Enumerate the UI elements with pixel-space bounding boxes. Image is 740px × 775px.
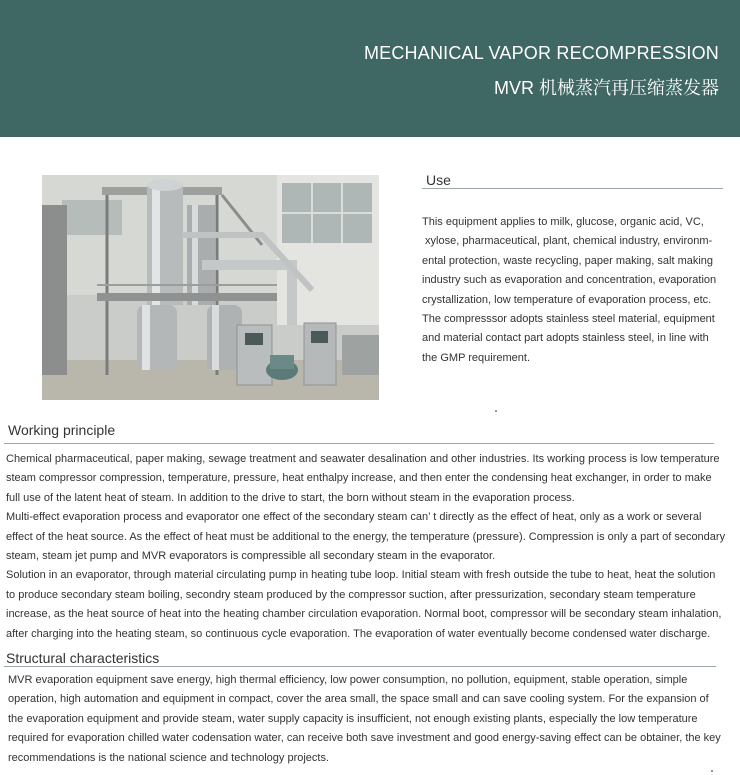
text-line: the GMP requirement. — [422, 351, 531, 364]
text-line: the evaporation equipment and provide steam, water supply capacity is insufficient, not enough existing plants, especially the low temperature — [8, 712, 698, 725]
working-principle-rule — [4, 443, 714, 444]
decorative-dot — [495, 410, 497, 412]
text-line: This equipment applies to milk, glucose, organic acid, VC, — [422, 216, 704, 228]
structural-rule — [4, 666, 716, 667]
text-line: steam compressor compression, temperature, pressure, heat enthalpy increase, and then enter the condensing heat exchanger, in order to make — [6, 472, 712, 485]
evaporator-equipment-photo — [42, 175, 379, 400]
text-line: increase, as the heat source of heat into the heating chamber circulation evaporation. Normal boot, compressor will be secondary steam inhalation, — [6, 608, 722, 621]
working-principle-text — [6, 450, 738, 644]
working-principle-heading: Working principle — [8, 422, 116, 438]
text-line: and material contact part adopts stainless steel, in line with — [422, 332, 709, 345]
text-line: effect of the heat source. As the effect of heat must be additional to the energy, the temperature (pressure). Compression is only a part of secondary — [6, 530, 726, 543]
use-heading-rule — [422, 188, 723, 189]
text-line: xylose, pharmaceutical, plant, chemical industry, environm- — [422, 235, 713, 248]
text-line: full use of the latent heat of steam. In addition to the drive to start, the born without steam in the evaporation process. — [6, 491, 575, 504]
text-line: MVR evaporation equipment save energy, high thermal efficiency, low power consumption, no pollution, equipment, stable operation, simple — [8, 674, 688, 686]
text-line: ental protection, waste recycling, paper making, salt making — [422, 254, 714, 267]
text-line: The compresssor adopts stainless steel material, equipment — [422, 313, 715, 326]
header-banner — [0, 0, 740, 137]
text-line: required for evaporation chilled water codensation water, can receive both save investment and good energy-saving effect can be obtainer, the key — [8, 732, 721, 745]
structural-text — [8, 671, 738, 768]
text-line: crystallization, low temperature of evaporation process, etc. — [422, 293, 712, 306]
text-line: to produce secondary steam boiling, secondry steam produced by the compressor suction, after pressurization, secondary steam temperature — [6, 588, 696, 601]
text-line: Multi-effect evaporation process and evaporator one effect of the secondary steam can’ t directly as the effect of heat, only as a work or several — [6, 511, 702, 524]
text-line: operation, high automation and equipment in compact, cover the area small, the space small and can save cooling system. For the expansion of — [8, 693, 709, 706]
text-line: industry such as evaporation and concentration, evaporation — [422, 274, 717, 287]
use-heading: Use — [426, 172, 451, 188]
banner-subtitle: MVR 机械蒸汽再压缩蒸发器 — [494, 78, 719, 98]
use-text — [422, 213, 732, 368]
structural-heading: Structural characteristics — [6, 650, 160, 666]
text-line: Chemical pharmaceutical, paper making, sewage treatment and seawater desalination and other industries. Its working process is low temperature — [6, 453, 720, 465]
decorative-dot — [711, 770, 713, 772]
banner-title: MECHANICAL VAPOR RECOMPRESSION — [363, 43, 719, 63]
text-line: recommendations is the national science and technology projects. — [8, 751, 330, 764]
text-line: Solution in an evaporator, through material circulating pump in heating tube loop. Initial steam with fresh outside the tube to heat, heat the solution — [6, 569, 716, 582]
text-line: after charging into the heating steam, so continuous cycle evaporation. The evaporation of water eventually become condensed water discharge. — [6, 627, 711, 640]
text-line: steam, steam jet pump and MVR evaporators is compressible all secondary steam in the evaporator. — [6, 550, 496, 563]
